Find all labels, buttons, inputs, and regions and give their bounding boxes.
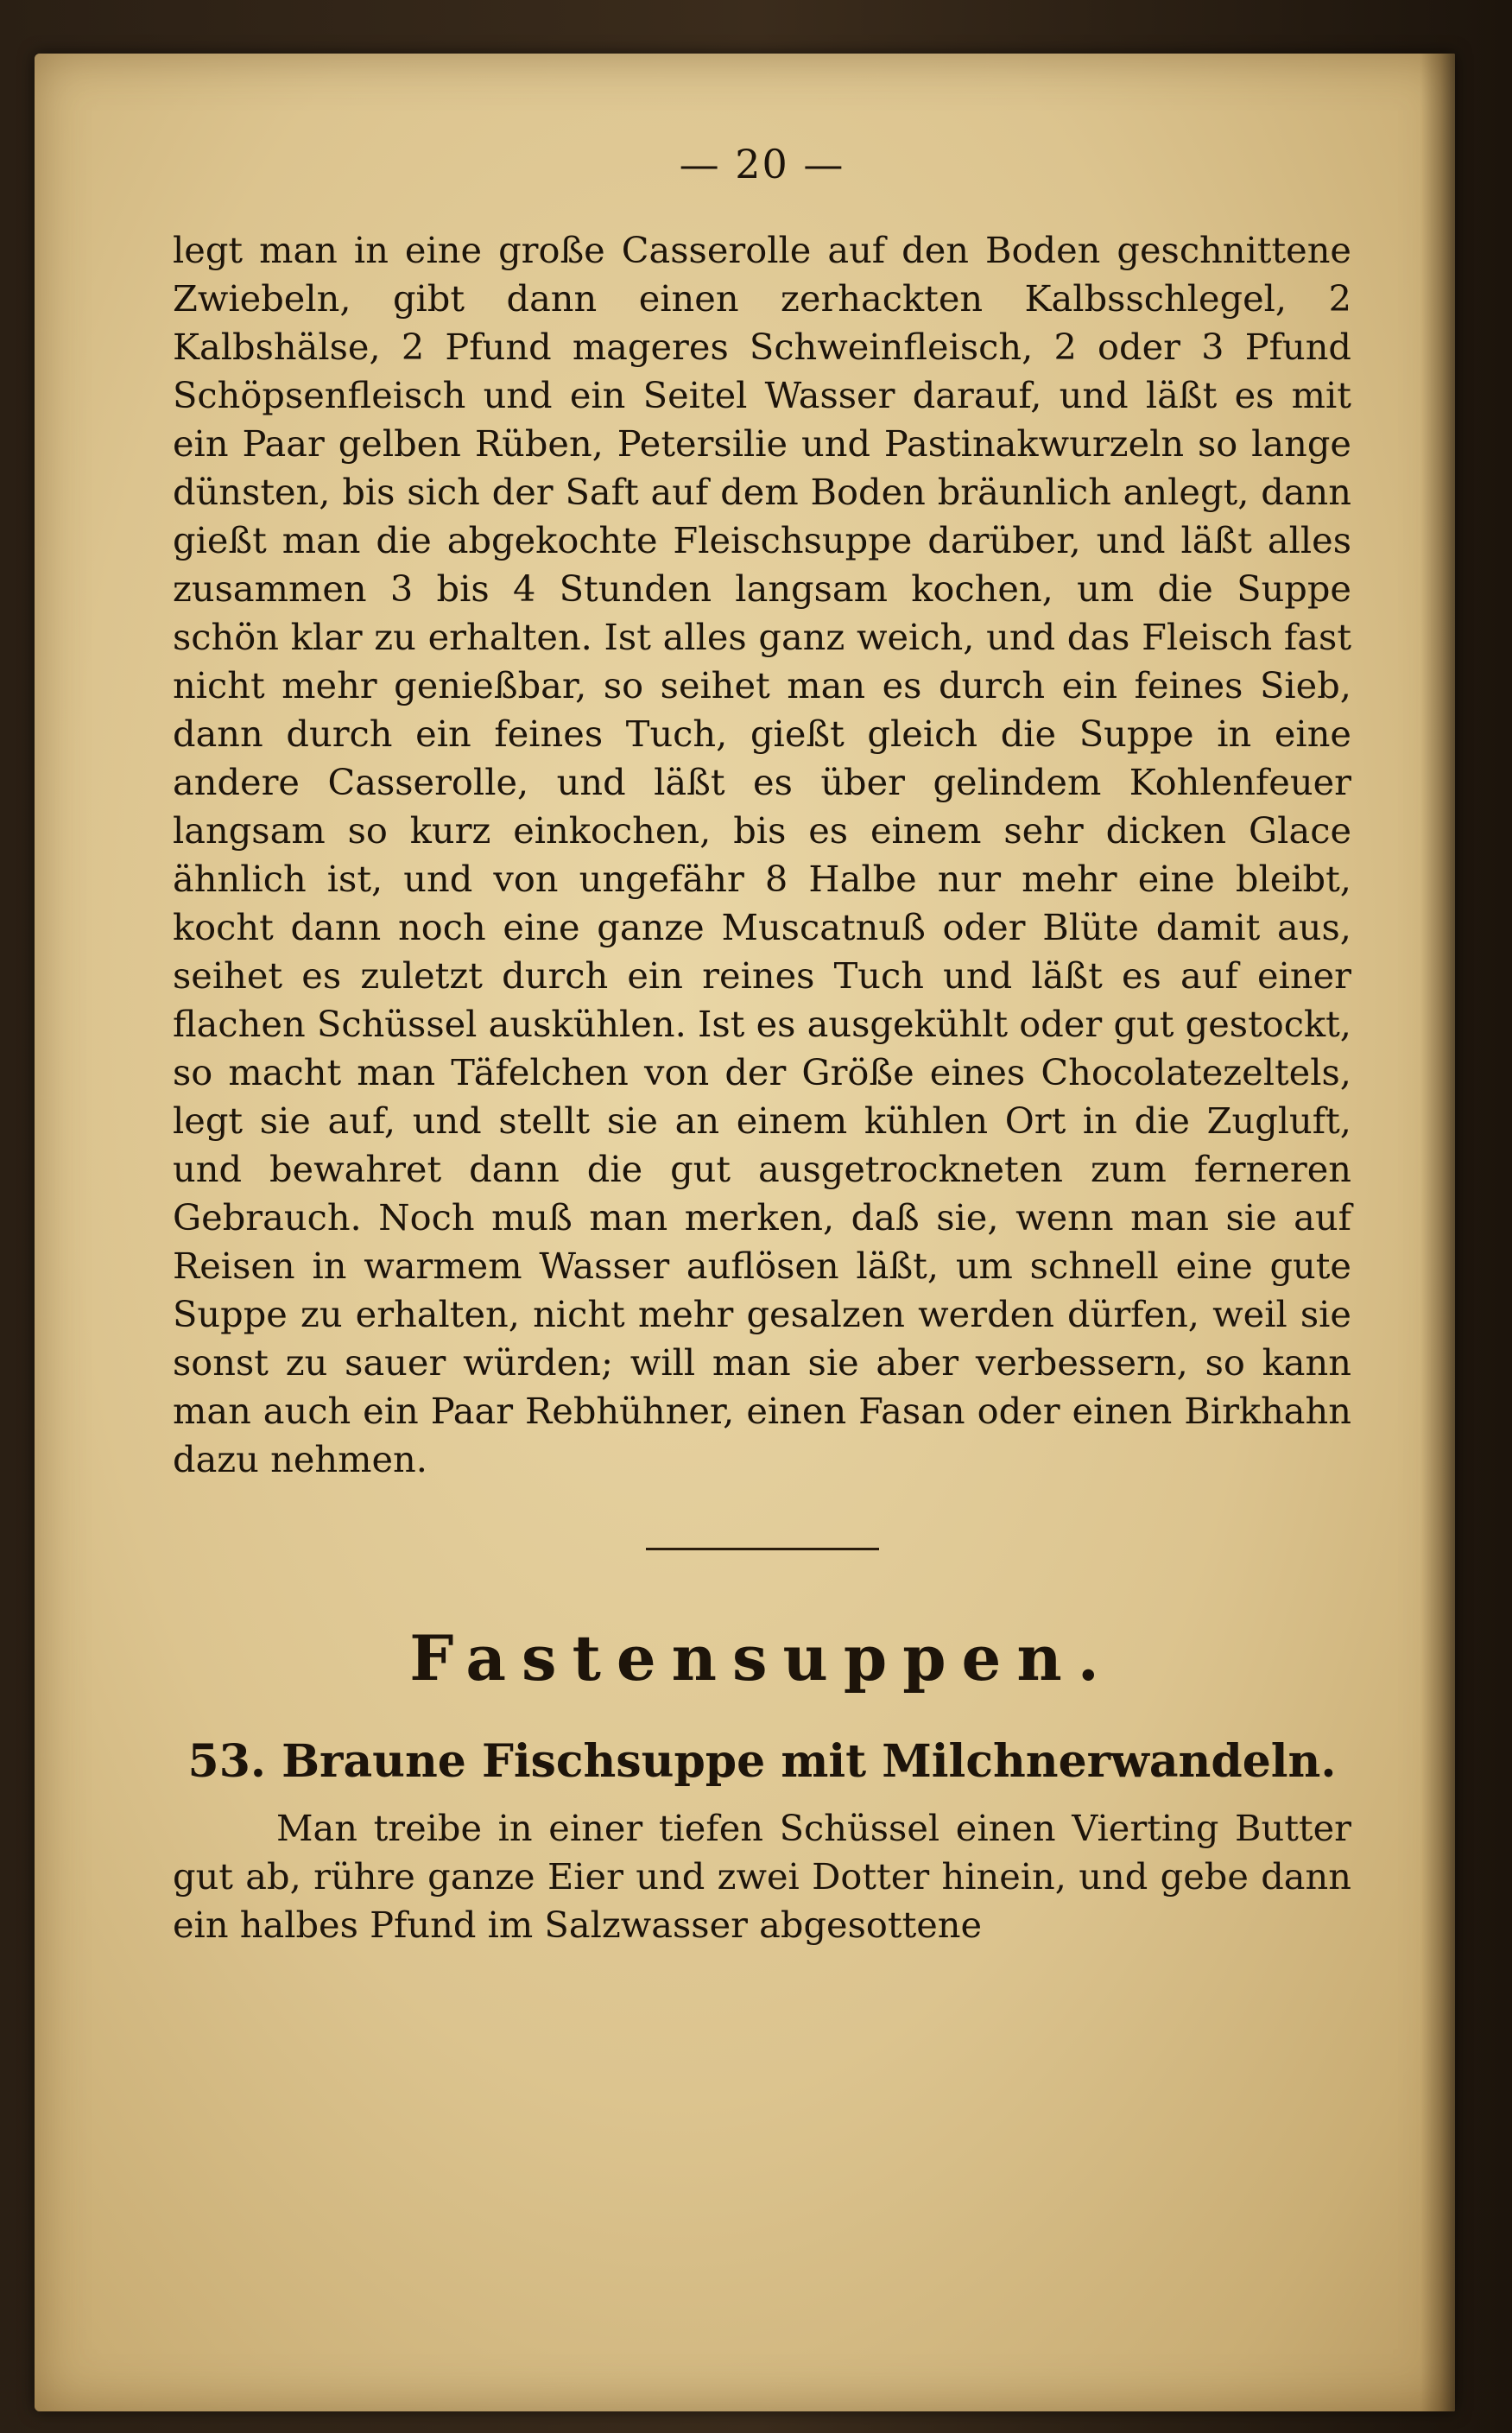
recipe-text: Man treibe in einer tiefen Schüssel einen Vierting Butter gut ab, rühre ganze Eier und zwei Dotter hinein, und gebe dann ein halbes Pfund im Salzwasser abgesottene xyxy=(173,1807,1351,1946)
recipe-title: 53. Braune Fischsuppe mit Milchnerwandeln. xyxy=(187,1735,1337,1788)
page-edge-shadow xyxy=(1420,54,1455,2411)
page-text-block xyxy=(173,138,1351,1949)
section-divider xyxy=(646,1548,879,1550)
section-heading: Fastensuppen. xyxy=(409,1621,1115,1695)
body-paragraph: legt man in eine große Casserolle auf den Boden geschnittene Zwiebeln, gibt dann einen zerhackten Kalbsschlegel, 2 Kalbshälse, 2 Pfund mageres Schweinfleisch, 2 oder 3 Pfund Schöpsenfleisch und ein Seitel Wasser darauf, und läßt es mit ein Paar gelben Rüben, Petersilie und Pastinakwurzeln so lange dünsten, bis sich der Saft auf dem Boden bräunlich anlegt, dann gießt man die abgekochte Fleischsuppe darüber, und läßt alles zusammen 3 bis 4 Stunden langsam kochen, um die Suppe schön klar zu erhalten. Ist alles ganz weich, und das Fleisch fast nicht mehr genießbar, so seihet man es durch ein feines Sieb, dann durch ein feines Tuch, gießt gleich die Suppe in eine andere Casserolle, und läßt es über gelindem Kohlenfeuer langsam so kurz einkochen, bis es einem sehr dicken Glace ähnlich ist, und von ungefähr 8 Halbe nur mehr eine bleibt, kocht dann noch eine ganze Muscatnuß oder Blüte damit aus, seihet es zuletzt durch ein reines Tuch und läßt es auf einer flachen Schüssel auskühlen. Ist es ausgekühlt oder gut gestockt, so macht man Täfelchen von der Größe eines Chocolatezeltels, legt sie auf, und stellt sie an einem kühlen Ort in die Zugluft, und bewahret dann die gut ausgetrockneten zum ferneren Gebrauch. Noch muß man merken, daß sie, wenn man sie auf Reisen in warmem Wasser auflösen läßt, um schnell eine gute Suppe zu erhalten, nicht mehr gesalzen werden dürfen, weil sie sonst zu sauer würden; will man sie aber verbessern, so kann man auch ein Paar Rebhühner, einen Fasan oder einen Birkhahn dazu nehmen. xyxy=(173,229,1351,1480)
page-number: — 20 — xyxy=(679,141,845,187)
